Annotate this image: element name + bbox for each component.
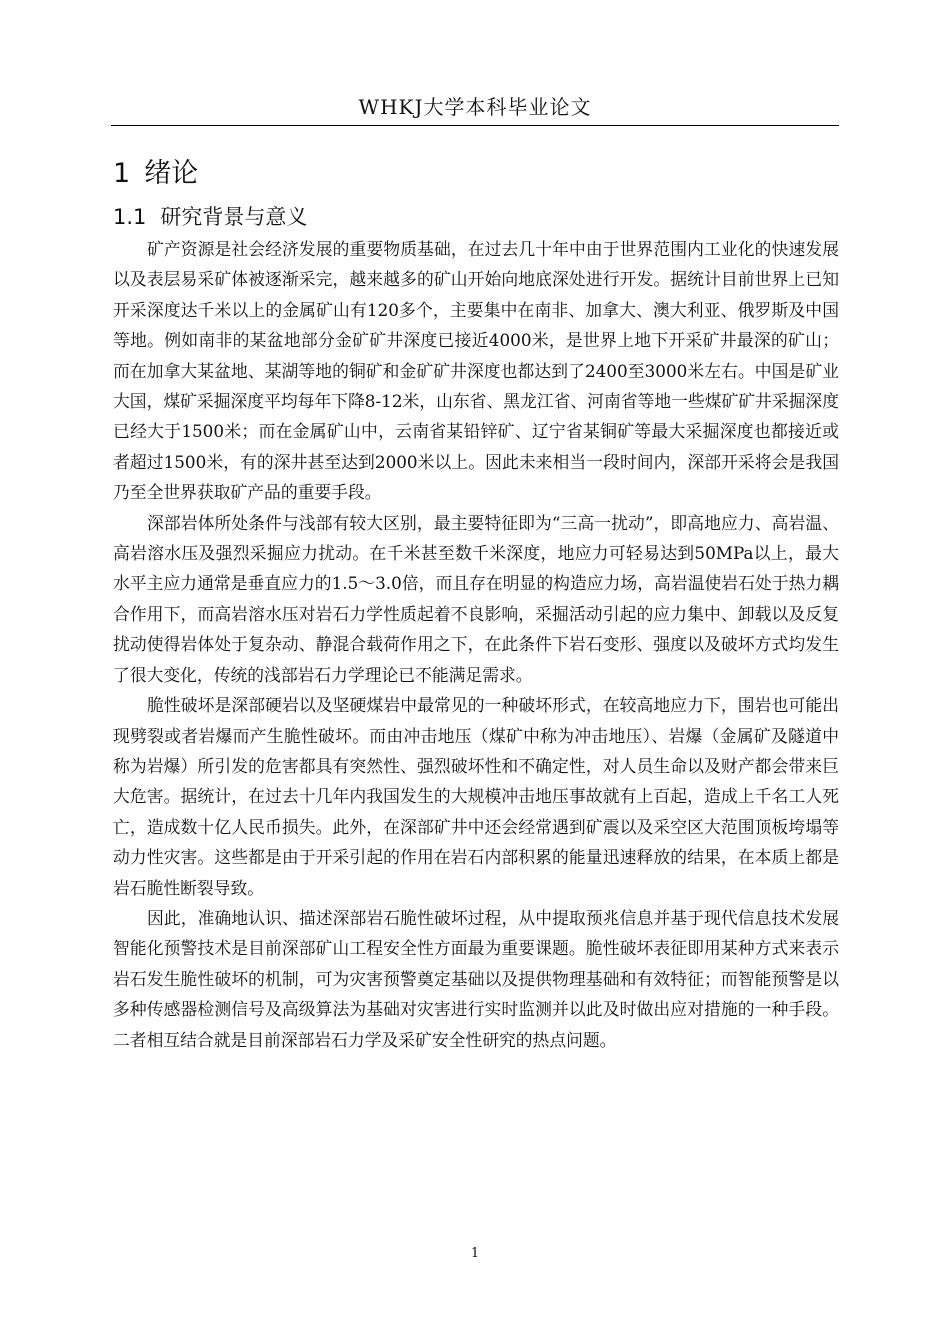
section-title	[113, 202, 307, 232]
section-title-text: 研究背景与意义	[160, 205, 308, 229]
page-number-text: 1	[470, 1246, 480, 1261]
chapter-title	[113, 156, 198, 192]
page-header	[111, 92, 839, 126]
header-title: WHKJ大学本科毕业论文	[358, 95, 592, 119]
paragraph-2: 深部岩体所处条件与浅部有较大区别，最主要特征即为“三高一扰动”，即高地应力、高岩温、高岩溶水压及强烈采掘应力扰动。在千米甚至数千米深度，地应力可轻易达到50MPa以上，最大水平主应力通常是垂直应力的1.5～3.0倍，而且存在明显的构造应力场，高岩温使岩石处于热力耦合作用下，而高岩溶水压对岩石力学性质起着不良影响，采掘活动引起的应力集中、卸载以及反复扰动使得岩体处于复杂动、静混合载荷作用之下，在此条件下岩石变形、强度以及破坏方式均发生了很大变化，传统的浅部岩石力学理论已不能满足需求。	[113, 512, 839, 685]
paragraph-3: 脆性破坏是深部硬岩以及坚硬煤岩中最常见的一种破坏形式，在较高地应力下，围岩也可能出现劈裂或者岩爆而产生脆性破坏。而由冲击地压（煤矿中称为冲击地压）、岩爆（金属矿及隧道中称为岩爆）所引发的危害都具有突然性、强烈破坏性和不确定性，对人员生命以及财产都会带来巨大危害。据统计，在过去十几年内我国发生的大规模冲击地压事故就有上百起，造成上千名工人死亡，造成数十亿人民币损失。此外，在深部矿井中还会经常遇到矿震以及采空区大范围顶板垮塌等动力性灾害。这些都是由于开采引起的作用在岩石内部积累的能量迅速释放的结果，在本质上都是岩石脆性断裂导致。	[113, 695, 839, 898]
chapter-title-text: 绪论	[144, 158, 199, 189]
paragraph-1: 矿产资源是社会经济发展的重要物质基础，在过去几十年中由于世界范围内工业化的快速发展以及表层易采矿体被逐渐采完，越来越多的矿山开始向地底深处进行开发。据统计目前世界上已知开采深度达千米以上的金属矿山有120多个，主要集中在南非、加拿大、澳大利亚、俄罗斯及中国等地。例如南非的某盆地部分金矿矿井深度已接近4000米，是世界上地下开采矿井最深的矿山；而在加拿大某盆地、某湖等地的铜矿和金矿矿井深度也都达到了2400至3000米左右。中国是矿业大国，煤矿采掘深度平均每年下降8-12米，山东省、黑龙江省、河南省等地一些煤矿矿井采掘深度已经大于1500米；而在金属矿山中，云南省某铅锌矿、辽宁省某铜矿等最大采掘深度也都接近或者超过1500米，有的深井甚至达到2000米以上。因此未来相当一段时间内，深部开采将会是我国乃至全世界获取矿产品的重要手段。	[113, 239, 839, 503]
page-number	[0, 1246, 950, 1262]
paragraph-4: 因此，准确地认识、描述深部岩石脆性破坏过程，从中提取预兆信息并基于现代信息技术发展智能化预警技术是目前深部矿山工程安全性方面最为重要课题。脆性破坏表征即用某种方式来表示岩石发生脆性破坏的机制，可为灾害预警奠定基础以及提供物理基础和有效特征；而智能预警是以多种传感器检测信号及高级算法为基础对灾害进行实时监测并以此及时做出应对措施的一种手段。二者相互结合就是目前深部岩石力学及采矿安全性研究的热点问题。	[113, 907, 839, 1050]
section-number: 1.1	[113, 205, 147, 229]
chapter-number: 1	[113, 158, 131, 189]
header-rule	[111, 125, 839, 126]
body-text	[113, 234, 839, 1055]
